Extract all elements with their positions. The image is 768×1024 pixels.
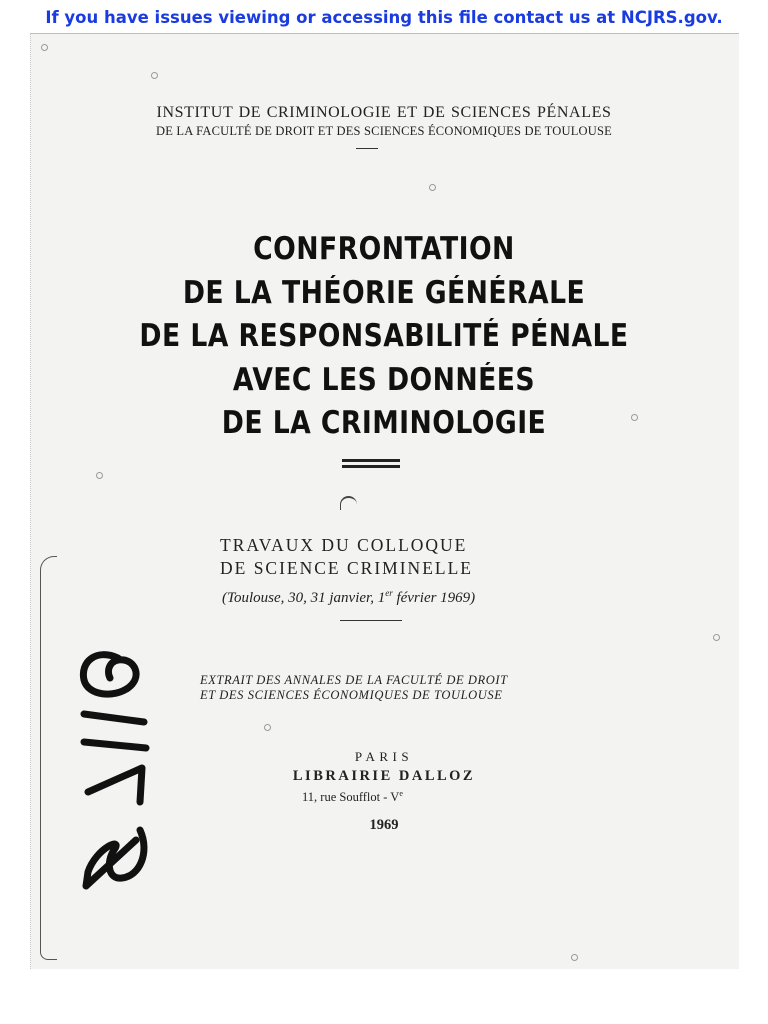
scan-speck: [713, 634, 720, 641]
title-line: DE LA THÉORIE GÉNÉRALE: [182, 274, 586, 311]
dates-suffix: février 1969): [392, 590, 476, 606]
publisher-address: [302, 789, 403, 805]
scan-speck: [96, 472, 103, 479]
scan-speck: [429, 184, 436, 191]
scan-speck: [151, 72, 158, 79]
double-rule-top: [342, 459, 400, 462]
colloque-dates: [222, 588, 475, 607]
scan-speck: [41, 44, 48, 51]
address-superscript: e: [399, 789, 403, 798]
colloque-line-2: DE SCIENCE CRIMINELLE: [220, 558, 473, 578]
title-line: DE LA RESPONSABILITÉ PÉNALE: [139, 318, 629, 354]
address-text: 11, rue Soufflot - V: [302, 790, 400, 805]
double-rule-bottom: [342, 465, 400, 468]
access-notice: If you have issues viewing or accessing this file contact us at NCJRS.gov.: [45, 8, 723, 27]
title-line: DE LA CRIMINOLOGIE: [221, 405, 547, 441]
extrait-line-2: ET DES SCIENCES ÉCONOMIQUES DE TOULOUSE: [200, 688, 503, 702]
margin-bracket: [40, 556, 57, 960]
divider: [356, 148, 378, 149]
extrait-line-1: EXTRAIT DES ANNALES DE LA FACULTÉ DE DROIT: [200, 673, 508, 687]
title-line: AVEC LES DONNÉES: [232, 361, 536, 398]
handwritten-number: [66, 640, 166, 900]
publisher-name: LIBRAIRIE DALLOZ: [292, 768, 476, 784]
institution-line-2: DE LA FACULTÉ DE DROIT ET DES SCIENCES ÉCONOMIQUES DE TOULOUSE: [156, 124, 612, 138]
scan-speck: [264, 724, 271, 731]
institution-line-1: INSTITUT DE CRIMINOLOGIE ET DE SCIENCES PÉNALES: [156, 104, 612, 121]
title-line: CONFRONTATION: [253, 231, 515, 267]
ornament-icon: [340, 496, 357, 510]
scan-speck: [571, 954, 578, 961]
dates-prefix: (Toulouse, 30, 31 janvier, 1: [222, 590, 386, 606]
publication-year: 1969: [369, 817, 399, 833]
dates-superscript: er: [385, 588, 393, 598]
document-title: [0, 228, 768, 446]
divider: [340, 620, 402, 621]
publisher-city: PARIS: [354, 749, 414, 764]
colloque-line-1: TRAVAUX DU COLLOQUE: [220, 535, 468, 555]
